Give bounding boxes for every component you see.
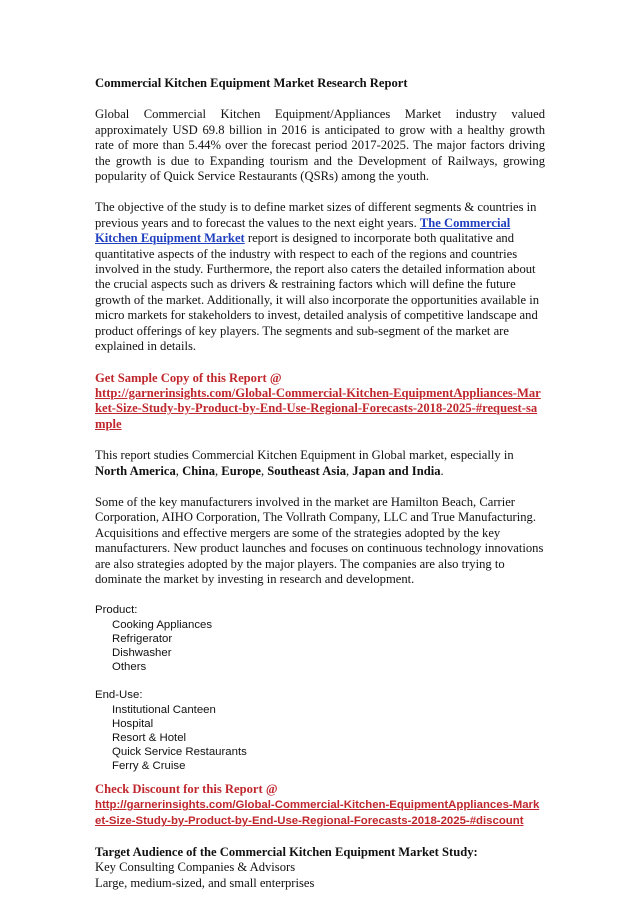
region-southeast-asia: Southeast Asia: [267, 463, 346, 478]
region-sep-1: ,: [175, 463, 183, 478]
objective-text-after: report is designed to incorporate both qualitative and quantitative aspects of the industry with respect to each of the regions and countries involved in the study. Furthermore, the report also caters the detailed information about the crucial aspects such as drivers & restraining factors which will define the future growth of the market. Additionally, it will also incorporate the opportunities available in micro markets for stakeholders to invest, detailed analysis of competitive landscape and product offerings of key players. The segments and sub-segment of the market are explained in details.: [95, 231, 540, 354]
regions-paragraph: [95, 448, 545, 479]
region-china: China: [182, 463, 215, 478]
enduse-section: [95, 688, 545, 773]
list-item: Institutional Canteen: [112, 703, 216, 716]
region-north-america: North America: [95, 463, 176, 478]
sample-label: Get Sample Copy of this Report @: [95, 370, 282, 385]
intro-paragraph: Global Commercial Kitchen Equipment/Appliances Market industry valued approximately USD 69.8 billion in 2016 is anticipated to grow with a healthy growth rate of more than 5.44% over the forecast period 2017-2025. The major factors driving the growth is due to Expanding tourism and the Development of Railways, growing popularity of Quick Service Restaurants (QSRs) among the youth.: [95, 107, 545, 184]
market-report-link[interactable]: The Commercial Kitchen Equipment Market: [95, 215, 511, 246]
list-item: Refrigerator: [112, 632, 173, 645]
audience-line: Large, medium-sized, and small enterprises: [95, 875, 315, 890]
enduse-label: End-Use:: [95, 689, 143, 702]
objective-paragraph: [95, 200, 545, 354]
list-item: Dishwasher: [112, 646, 172, 659]
list-item: Cooking Appliances: [112, 618, 213, 631]
enduse-list: [95, 703, 545, 774]
audience-heading: Target Audience of the Commercial Kitchen Equipment Market Study:: [95, 845, 478, 860]
discount-section: [95, 782, 545, 829]
sample-section: [95, 371, 545, 433]
list-item: Quick Service Restaurants: [112, 746, 247, 759]
region-japan-india: Japan and India: [352, 463, 441, 478]
manufacturers-paragraph: Some of the key manufacturers involved in the market are Hamilton Beach, Carrier Corporation, AIHO Corporation, The Vollrath Company, LLC and True Manufacturing. Acquisitions and effective mergers are some of the strategies adopted by the key manufacturers. New product launches and focuses on continuous technology innovations are also strategies adopted by the major players. The companies are also trying to dominate the market by investing in research and development.: [95, 494, 544, 586]
list-item: Hospital: [112, 717, 154, 730]
product-label: Product:: [95, 604, 138, 617]
document-body: [95, 76, 545, 891]
audience-line: Key Consulting Companies & Advisors: [95, 860, 296, 875]
region-sep-2: ,: [215, 463, 222, 478]
discount-link[interactable]: http://garnerinsights.com/Global-Commercial-Kitchen-EquipmentAppliances-Market-Size-Study-by-Product-by-End-Use-Regional-Forecasts-2018-2025-#discount: [95, 799, 540, 828]
list-item: Resort & Hotel: [112, 732, 187, 744]
report-title: Commercial Kitchen Equipment Market Research Report: [95, 76, 408, 90]
product-list: [95, 618, 545, 675]
discount-label: Check Discount for this Report @: [95, 781, 278, 796]
objective-text-before: The objective of the study is to define market sizes of different segments & countries in previous years and to forecast the values to the next eight years.: [95, 200, 537, 230]
list-item: Others: [112, 661, 147, 674]
region-sep-3: ,: [260, 463, 268, 478]
sample-link[interactable]: http://garnerinsights.com/Global-Commercial-Kitchen-EquipmentAppliances-Market-Size-Study-by-Product-by-End-Use-Regional-Forecasts-2018-2025-#request-sample: [95, 385, 541, 431]
product-section: [95, 603, 545, 674]
spacer: [95, 674, 545, 688]
audience-section: [95, 845, 545, 891]
regions-text: This report studies Commercial Kitchen Equipment in Global market, especially in: [95, 448, 514, 463]
region-europe: Europe: [221, 463, 261, 478]
spacer: [95, 774, 545, 782]
region-sep-4: ,: [346, 463, 353, 478]
list-item: Ferry & Cruise: [112, 760, 186, 773]
region-end: .: [440, 463, 444, 478]
